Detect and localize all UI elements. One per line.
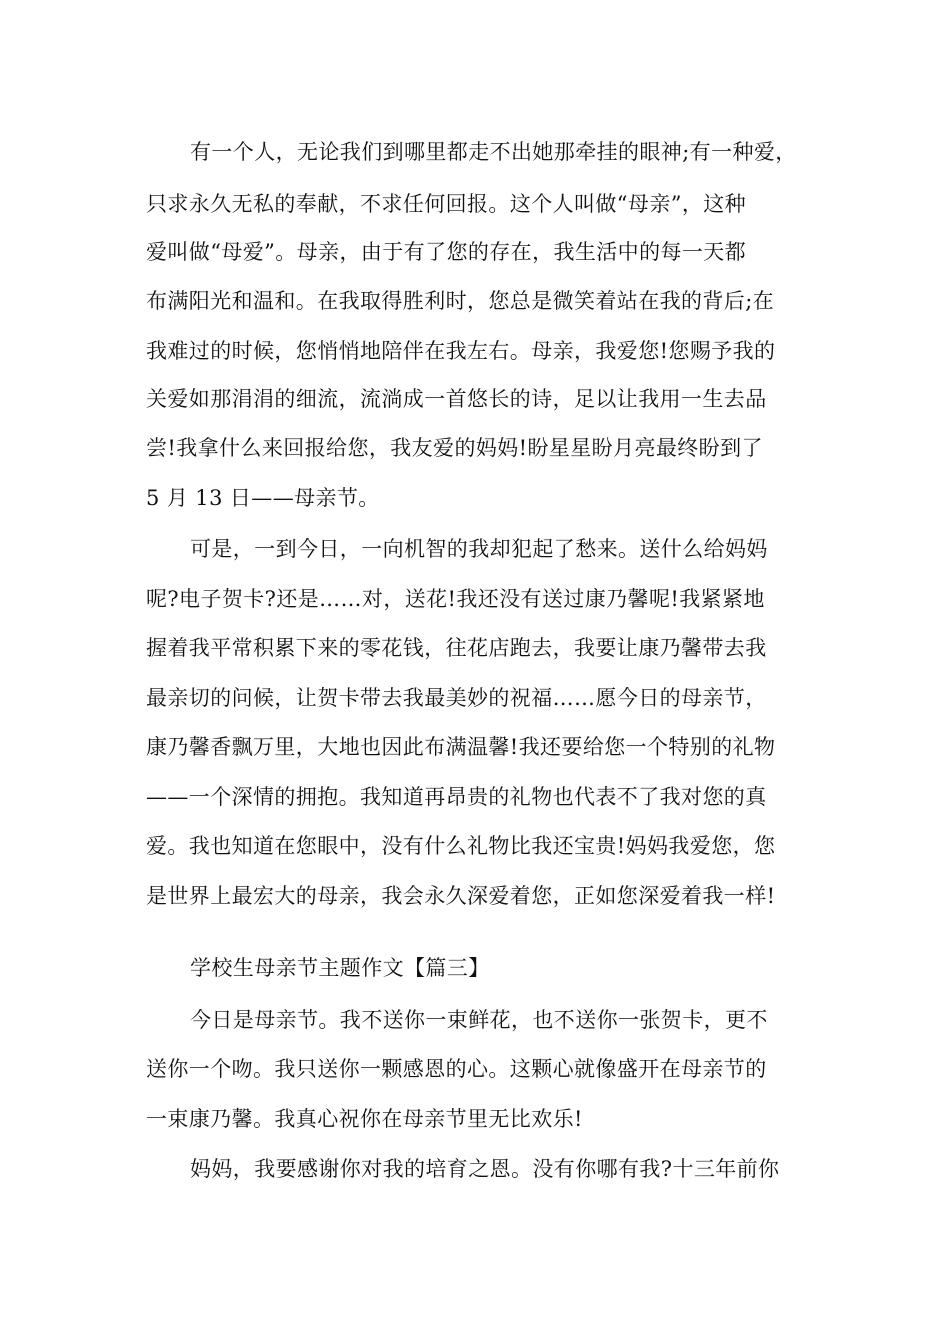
paragraph-2-line-2: 呢?电子贺卡?还是……对，送花!我还没有送过康乃馨呢!我紧紧地	[146, 587, 765, 611]
paragraph-1-line-7: 尝!我拿什么来回报给您，我友爱的妈妈!盼星星盼月亮最终盼到了	[146, 436, 763, 460]
paragraph-2-line-8: 是世界上最宏大的母亲，我会永久深爱着您，正如您深爱着我一样!	[146, 884, 776, 908]
paragraph-2-line-1: 可是，一到今日，一向机智的我却犯起了愁来。送什么给妈妈	[190, 537, 768, 561]
paragraph-1-line-8: 5 月 13 日——母亲节。	[146, 486, 380, 510]
paragraph-1-line-1: 有一个人，无论我们到哪里都走不出她那牵挂的眼神;有一种爱，	[190, 140, 797, 164]
paragraph-1-line-2: 只求永久无私的奉献，不求任何回报。这个人叫做“母亲”，这种	[146, 192, 747, 216]
paragraph-4-line-1: 妈妈，我要感谢你对我的培育之恩。没有你哪有我?十三年前你	[190, 1157, 780, 1181]
paragraph-2-line-7: 爱。我也知道在您眼中，没有什么礼物比我还宝贵!妈妈我爱您，您	[146, 834, 776, 858]
paragraph-1-line-6: 关爱如那涓涓的细流，流淌成一首悠长的诗，足以让我用一生去品	[146, 387, 767, 411]
paragraph-1-line-4: 布满阳光和温和。在我取得胜利时，您总是微笑着站在我的背后;在	[146, 289, 775, 313]
paragraph-2-line-3: 握着我平常积累下来的零花钱，往花店跑去，我要让康乃馨带去我	[146, 636, 767, 660]
paragraph-1-line-3: 爱叫做“母爱”。母亲，由于有了您的存在，我生活中的每一天都	[146, 240, 747, 264]
paragraph-2-line-6: ——一个深情的拥抱。我知道再昂贵的礼物也代表不了我对您的真	[146, 785, 767, 809]
paragraph-2-line-5: 康乃馨香飘万里，大地也因此布满温馨!我还要给您一个特别的礼物	[146, 735, 776, 759]
paragraph-2-line-4: 最亲切的问候，让贺卡带去我最美妙的祝福……愿今日的母亲节，	[146, 686, 767, 710]
paragraph-1-line-5: 我难过的时候，您悄悄地陪伴在我左右。母亲，我爱您!您赐予我的	[146, 339, 776, 363]
paragraph-3-line-2: 送你一个吻。我只送你一颗感恩的心。这颗心就像盛开在母亲节的	[146, 1057, 767, 1081]
section-heading: 学校生母亲节主题作文【篇三】	[190, 956, 490, 980]
paragraph-3-line-3: 一束康乃馨。我真心祝你在母亲节里无比欢乐!	[146, 1107, 583, 1131]
paragraph-3-line-1: 今日是母亲节。我不送你一束鲜花，也不送你一张贺卡，更不	[190, 1008, 768, 1032]
